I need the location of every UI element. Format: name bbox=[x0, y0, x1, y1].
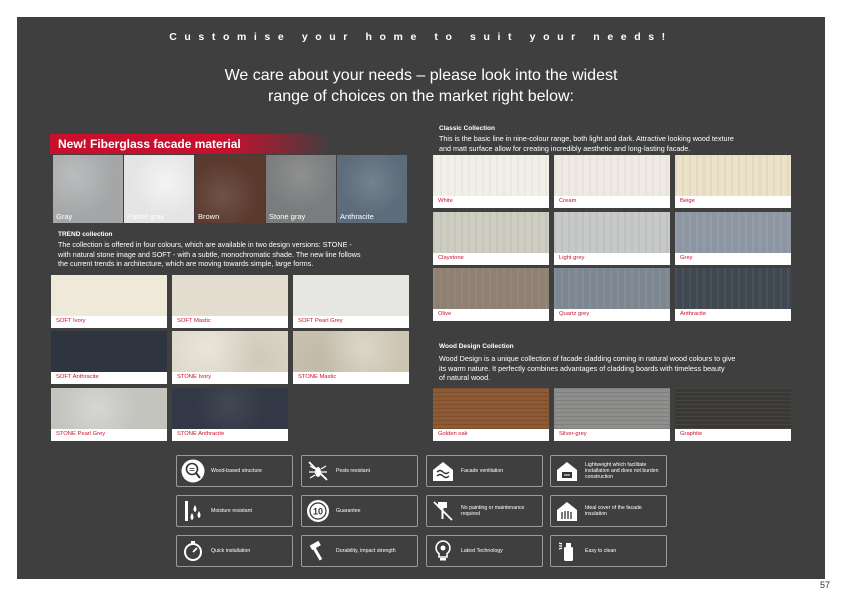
classic-tile bbox=[433, 155, 549, 208]
feature-label: No painting or maintenance required bbox=[461, 504, 525, 517]
guarantee-10-years-icon bbox=[306, 499, 330, 523]
fiberglass-swatch bbox=[124, 155, 194, 223]
lightbulb-gear-icon bbox=[431, 539, 455, 563]
tile-label: Quartz grey bbox=[559, 311, 590, 317]
trend-tile bbox=[172, 275, 288, 328]
feature-label: Lightweight which facilitate installation and does not burden construction bbox=[585, 461, 659, 481]
brochure-panel bbox=[17, 17, 825, 579]
feature-guarantee bbox=[301, 495, 418, 527]
tile-texture bbox=[433, 268, 549, 309]
feature-ventilation bbox=[426, 455, 543, 487]
classic-tile bbox=[675, 268, 791, 321]
tile-texture bbox=[51, 331, 167, 372]
tile-texture bbox=[675, 388, 791, 429]
tile-label: SOFT Mastic bbox=[177, 318, 211, 324]
fiberglass-swatch bbox=[337, 155, 407, 223]
tile-texture bbox=[51, 275, 167, 316]
tagline: Customise your home to suit your needs! bbox=[169, 31, 673, 43]
fiberglass-swatch bbox=[266, 155, 336, 223]
feature-wood-based bbox=[176, 455, 293, 487]
classic-tile bbox=[433, 212, 549, 265]
tile-label: SOFT Pearl Grey bbox=[298, 318, 343, 324]
fiberglass-swatch bbox=[53, 155, 123, 223]
page-number: 57 bbox=[819, 580, 830, 590]
tile-label: Light grey bbox=[559, 255, 585, 261]
classic-tile bbox=[675, 155, 791, 208]
tile-label: White bbox=[438, 198, 453, 204]
cleaning-spray-icon bbox=[555, 539, 579, 563]
trend-text-line: with natural stone image and SOFT - with a subtle, monochromatic shade. The new line follows bbox=[58, 249, 361, 259]
classic-text-line: This is the basic line in nine-colour range, both light and dark. Attractive looking wood texture bbox=[439, 134, 734, 143]
wood-text-line: Wood Design is a unique collection of facade cladding coming in natural wood colours to give bbox=[439, 354, 736, 363]
feature-no-painting bbox=[426, 495, 543, 527]
tile-texture bbox=[433, 155, 549, 196]
tile-label: Olive bbox=[438, 311, 452, 317]
feature-lightweight bbox=[550, 455, 667, 487]
tile-texture bbox=[172, 388, 288, 429]
tile-label: SOFT Ivory bbox=[56, 318, 86, 324]
hammer-icon bbox=[306, 539, 330, 563]
swatch-label: Stone gray bbox=[269, 212, 306, 221]
moisture-icon bbox=[181, 499, 205, 523]
feature-label: Quick installation bbox=[211, 547, 251, 554]
feature-durability bbox=[301, 535, 418, 567]
tile-texture bbox=[433, 212, 549, 253]
tile-label: Silver-grey bbox=[559, 431, 587, 437]
trend-description bbox=[58, 240, 388, 269]
tile-texture bbox=[554, 388, 670, 429]
classic-tile bbox=[554, 268, 670, 321]
trend-tile bbox=[293, 275, 409, 328]
feature-label: Easy to clean bbox=[585, 547, 617, 554]
wood-tile bbox=[554, 388, 670, 441]
feature-label: Ideal cover of the facade insulation bbox=[585, 504, 642, 517]
lightweight-house-icon bbox=[555, 459, 579, 483]
tile-texture bbox=[675, 212, 791, 253]
trend-tile bbox=[172, 388, 288, 441]
tile-label: STONE Anthracite bbox=[177, 431, 225, 437]
trend-tile bbox=[51, 331, 167, 384]
tile-texture bbox=[172, 331, 288, 372]
tile-texture bbox=[293, 275, 409, 316]
wood-text-line: its warm nature. It perfectly combines advantages of cladding boards with timeless beauty bbox=[439, 363, 725, 373]
classic-description bbox=[439, 134, 809, 153]
feature-label: Facade ventilation bbox=[461, 467, 504, 474]
headline-line-1: We care about your needs – please look into the widest bbox=[224, 67, 618, 84]
trend-tile bbox=[51, 388, 167, 441]
feature-quick-installation bbox=[176, 535, 293, 567]
tile-label: Cream bbox=[559, 198, 577, 204]
swatch-label: Gray bbox=[56, 212, 73, 221]
feature-label: Latest Technology bbox=[461, 547, 503, 554]
classic-text-line: and matt surface allow for creating incredibly aesthetic and long-lasting facade. bbox=[439, 143, 691, 153]
tile-label: SOFT Anthracite bbox=[56, 374, 99, 380]
tile-texture bbox=[293, 331, 409, 372]
tile-label: STONE Mastic bbox=[298, 374, 337, 380]
stopwatch-icon bbox=[181, 539, 205, 563]
tile-texture bbox=[675, 155, 791, 196]
headline bbox=[17, 65, 825, 107]
trend-text-line: The collection is offered in four colours, which are available in two design versions: STONE - bbox=[58, 240, 352, 249]
classic-tile bbox=[675, 212, 791, 265]
trend-tile bbox=[51, 275, 167, 328]
no-pests-icon bbox=[306, 459, 330, 483]
classic-title: Classic Collection bbox=[439, 125, 495, 132]
classic-tile bbox=[554, 155, 670, 208]
feature-label: Durability, impact strength bbox=[336, 547, 396, 554]
magnifier-wood-icon bbox=[181, 459, 205, 483]
feature-label: Pests resistant bbox=[336, 467, 371, 474]
feature-label: Wood-based structure bbox=[211, 467, 262, 474]
tile-label: Graphite bbox=[680, 431, 703, 437]
tile-texture bbox=[554, 212, 670, 253]
swatch-label: Anthracite bbox=[340, 212, 374, 221]
fiberglass-banner: New! Fiberglass facade material bbox=[50, 134, 330, 154]
tile-label: Claystone bbox=[438, 255, 464, 261]
feature-label: Guarantee bbox=[336, 507, 361, 514]
tile-label: Anthracite bbox=[680, 311, 707, 317]
tile-texture bbox=[554, 268, 670, 309]
no-painting-icon bbox=[431, 499, 455, 523]
feature-latest-technology bbox=[426, 535, 543, 567]
feature-insulation bbox=[550, 495, 667, 527]
tile-label: Beige bbox=[680, 198, 695, 204]
feature-pests bbox=[301, 455, 418, 487]
wood-tile bbox=[433, 388, 549, 441]
tile-label: STONE Pearl Grey bbox=[56, 431, 106, 437]
house-ventilation-icon bbox=[431, 459, 455, 483]
trend-tile bbox=[172, 331, 288, 384]
classic-tile bbox=[433, 268, 549, 321]
wood-description bbox=[439, 354, 809, 383]
wood-title: Wood Design Collection bbox=[439, 343, 514, 350]
insulation-house-icon bbox=[555, 499, 579, 523]
tile-label: Golden oak bbox=[438, 431, 468, 437]
guarantee-badge-number: 10 bbox=[312, 506, 324, 517]
feature-easy-clean bbox=[550, 535, 667, 567]
classic-tile bbox=[554, 212, 670, 265]
fiberglass-swatch bbox=[195, 155, 265, 223]
tile-texture bbox=[51, 388, 167, 429]
trend-tile bbox=[293, 331, 409, 384]
tile-label: STONE Ivory bbox=[177, 374, 212, 380]
wood-text-line: of natural wood. bbox=[439, 373, 491, 383]
tile-texture bbox=[554, 155, 670, 196]
feature-moisture bbox=[176, 495, 293, 527]
swatch-label: Brown bbox=[198, 212, 220, 221]
tile-texture bbox=[433, 388, 549, 429]
trend-title: TREND collection bbox=[58, 231, 113, 238]
tile-label: Grey bbox=[680, 255, 693, 261]
tile-texture bbox=[172, 275, 288, 316]
feature-label: Moisture resistant bbox=[211, 507, 252, 514]
tile-texture bbox=[675, 268, 791, 309]
swatch-label: Pastel gray bbox=[127, 212, 165, 221]
headline-line-2: range of choices on the market right below: bbox=[268, 88, 574, 105]
trend-text-line: the current trends in architecture, which are moving towards simple, large forms. bbox=[58, 259, 314, 269]
wood-tile bbox=[675, 388, 791, 441]
